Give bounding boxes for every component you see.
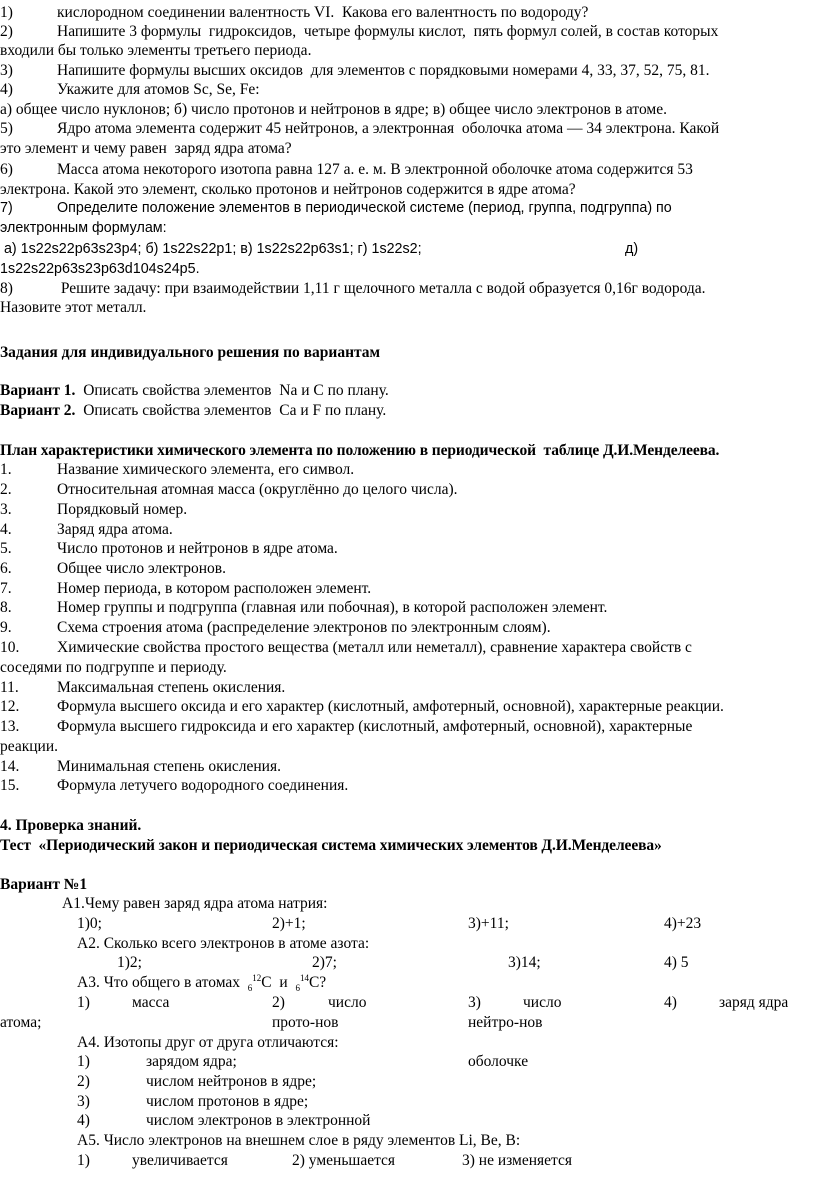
a3-opt-2-cont: прото-нов [272,1014,339,1031]
test-heading: Тест «Периодический закон и периодическая система химических элементов Д.И.Менделеева» [0,837,662,854]
check-heading: 4. Проверка знаний. [0,817,142,834]
a3-question-text: А3. Что общего в атомах [77,974,248,991]
plan-1-text: Название химического элемента, его символ. [57,461,355,478]
a4-opt-1-num: 1) [77,1053,90,1070]
a3-isotope-2-symbol: С [308,974,320,991]
a4-opt-2-text: числом нейтронов в ядре; [146,1073,317,1090]
task-7-formulas: а) 1s22s22p63s23p4; б) 1s22s22p1; в) 1s22s22p63s1; г) 1s22s2; [0,241,422,257]
task-8-cont: Назовите этот металл. [0,299,147,316]
a1-opt-4: 4)+23 [664,915,702,932]
task-2-text: Напишите 3 формулы гидроксидов, четыре формулы кислот, пять формул солей, в состав которых [57,23,719,40]
individual-heading: Задания для индивидуального решения по вариантам [0,344,381,361]
plan-11-num: 11. [0,679,19,696]
variant-1-label: Вариант 1. [0,382,76,399]
plan-12-num: 12. [0,698,20,715]
a4-opt-4-cont: оболочке [468,1053,529,1070]
task-7-formula-d: 1s22s22p63s23p63d104s24p5. [0,261,200,277]
a5-opt-1-num: 1) [77,1152,90,1169]
plan-14-num: 14. [0,758,20,775]
a5-opt-1-text: увеличивается [132,1152,228,1169]
a4-opt-1-text: зарядом ядра; [146,1053,237,1070]
plan-10-cont: соседями по подгруппе и периоду. [0,659,227,676]
a3-opt-4-text: заряд ядра [719,994,789,1011]
a3-isotope-2-number: 6 [295,983,300,993]
a4-opt-3-text: числом протонов в ядре; [146,1093,309,1110]
task-6-cont: электрона. Какой это элемент, сколько протонов и нейтронов содержится в ядре атома? [0,181,576,198]
a3-isotope-2-mass: 14 [299,973,309,983]
plan-7-num: 7. [0,580,12,597]
a5-question: А5. Число электронов на внешнем слое в ряду элементов Li, Be, B: [77,1132,521,1149]
plan-7-text: Номер периода, в котором расположен элемент. [57,580,372,597]
plan-11-text: Максимальная степень окисления. [57,679,286,696]
plan-13-cont: реакции. [0,738,58,755]
task-2-cont: входили бы только элементы третьего периода. [0,42,312,59]
a2-opt-1: 1)2; [117,954,142,971]
a3-and: и [271,974,296,991]
a3-opt-1-text: масса [132,994,170,1011]
a3-opt-4-cont: атома; [0,1014,42,1031]
task-5-cont: это элемент и чему равен заряд ядра атома? [0,140,292,157]
plan-10-text: Химические свойства простого вещества (металл или неметалл), сравнение характера свойств с [57,639,692,656]
task-3-num: 3) [0,62,13,79]
a3-opt-2-num: 2) [272,994,285,1011]
task-6-text: Масса атома некоторого изотопа равна 127 а. е. м. В электронной оболочке атома содержится 53 [57,161,693,178]
plan-2-num: 2. [0,481,12,498]
plan-14-text: Минимальная степень окисления. [57,758,281,775]
task-5-text: Ядро атома элемента содержит 45 нейтронов, а электронная оболочка атома — 34 электрона. Какой [57,120,720,137]
task-7-num: 7) [0,200,13,216]
plan-13-num: 13. [0,718,20,735]
a5-opt-3: 3) не изменяется [462,1152,572,1169]
task-6-num: 6) [0,161,13,178]
task-7-formula-d-label: д) [625,241,639,257]
plan-5-text: Число протонов и нейтронов в ядре атома. [57,540,338,557]
task-8-num: 8) [0,280,13,297]
plan-15-text: Формула летучего водородного соединения. [57,777,349,794]
task-4-text: Укажите для атомов Sc, Se, Fe: [57,81,260,98]
a3-isotope-1-symbol: С [261,974,272,991]
a3-opt-1-num: 1) [77,994,90,1011]
task-7-text: Определите положение элементов в периодической системе (период, группа, подгруппа) по [57,200,672,216]
plan-6-num: 6. [0,560,12,577]
variant-1-text: Описать свойства элементов Na и C по плану. [75,382,389,399]
task-1-text: кислородном соединении валентность VI. Какова его валентность по водороду? [57,4,589,21]
a5-opt-2: 2) уменьшается [292,1152,396,1169]
plan-13-text: Формула высшего гидроксида и его характер (кислотный, амфотерный, основной), характерные [57,718,693,735]
a1-opt-2: 2)+1; [272,915,306,932]
a3-question [77,973,326,994]
task-2-num: 2) [0,23,13,40]
a2-opt-4: 4) 5 [664,954,689,971]
plan-2-text: Относительная атомная масса (округлённо до целого числа). [57,481,458,498]
plan-4-text: Заряд ядра атома. [57,521,173,538]
variant-2-text: Описать свойства элементов Ca и F по плану. [75,402,387,419]
a3-opt-3-num: 3) [468,994,481,1011]
a3-isotope-1-mass: 12 [252,973,262,983]
a3-isotope-1-number: 6 [247,983,253,993]
variant-2-label: Вариант 2. [0,402,76,419]
plan-heading: План характеристики химического элемента по положению в периодической таблице Д.И.Менделеева. [0,442,720,459]
a4-opt-2-num: 2) [77,1073,90,1090]
a2-opt-3: 3)14; [508,954,541,971]
plan-3-text: Порядковый номер. [57,501,188,518]
plan-15-num: 15. [0,777,20,794]
plan-8-text: Номер группы и подгруппа (главная или побочная), в которой расположен элемент. [57,599,608,616]
a4-opt-4-text: числом электронов в электронной [146,1112,371,1129]
variant-2 [0,401,386,420]
plan-9-text: Схема строения атома (распределение электронов по электронным слоям). [57,619,551,636]
task-4-num: 4) [0,81,13,98]
a3-opt-3-cont: нейтро-нов [468,1014,543,1031]
variant-heading: Вариант №1 [0,876,88,893]
a1-opt-3: 3)+11; [468,915,509,932]
a3-question-mark: ? [319,974,327,991]
task-1-num: 1) [0,4,13,21]
a2-opt-2: 2)7; [312,954,337,971]
a3-opt-3-text: число [523,994,562,1011]
a4-opt-4-num: 4) [77,1112,90,1129]
a4-question: А4. Изотопы друг от друга отличаются: [77,1034,339,1051]
task-3-text: Напишите формулы высших оксидов для элементов с порядковыми номерами 4, 33, 37, 52, 75, 81. [57,62,710,79]
plan-3-num: 3. [0,501,12,518]
plan-1-num: 1. [0,461,12,478]
task-5-num: 5) [0,120,13,137]
a3-opt-2-text: число [328,994,367,1011]
a2-question: А2. Сколько всего электронов в атоме азота: [77,935,370,952]
task-7-cont: электронным формулам: [0,220,167,236]
variant-1 [0,381,389,400]
a1-opt-1: 1)0; [77,915,102,932]
plan-4-num: 4. [0,521,12,538]
a4-opt-3-num: 3) [77,1093,90,1110]
plan-12-text: Формула высшего оксида и его характер (кислотный, амфотерный, основной), характерные реакции. [57,698,724,715]
a1-question: А1.Чему равен заряд ядра атома натрия: [62,895,328,912]
plan-8-num: 8. [0,599,12,616]
a3-opt-4-num: 4) [664,994,677,1011]
plan-5-num: 5. [0,540,12,557]
task-8-text: Решите задачу: при взаимодействии 1,11 г щелочного металла с водой образуется 0,16г водорода. [57,280,706,297]
plan-10-num: 10. [0,639,20,656]
task-4-cont: а) общее число нуклонов; б) число протонов и нейтронов в ядре; в) общее число электронов в атоме. [0,101,667,118]
plan-6-text: Общее число электронов. [57,560,226,577]
plan-9-num: 9. [0,619,12,636]
